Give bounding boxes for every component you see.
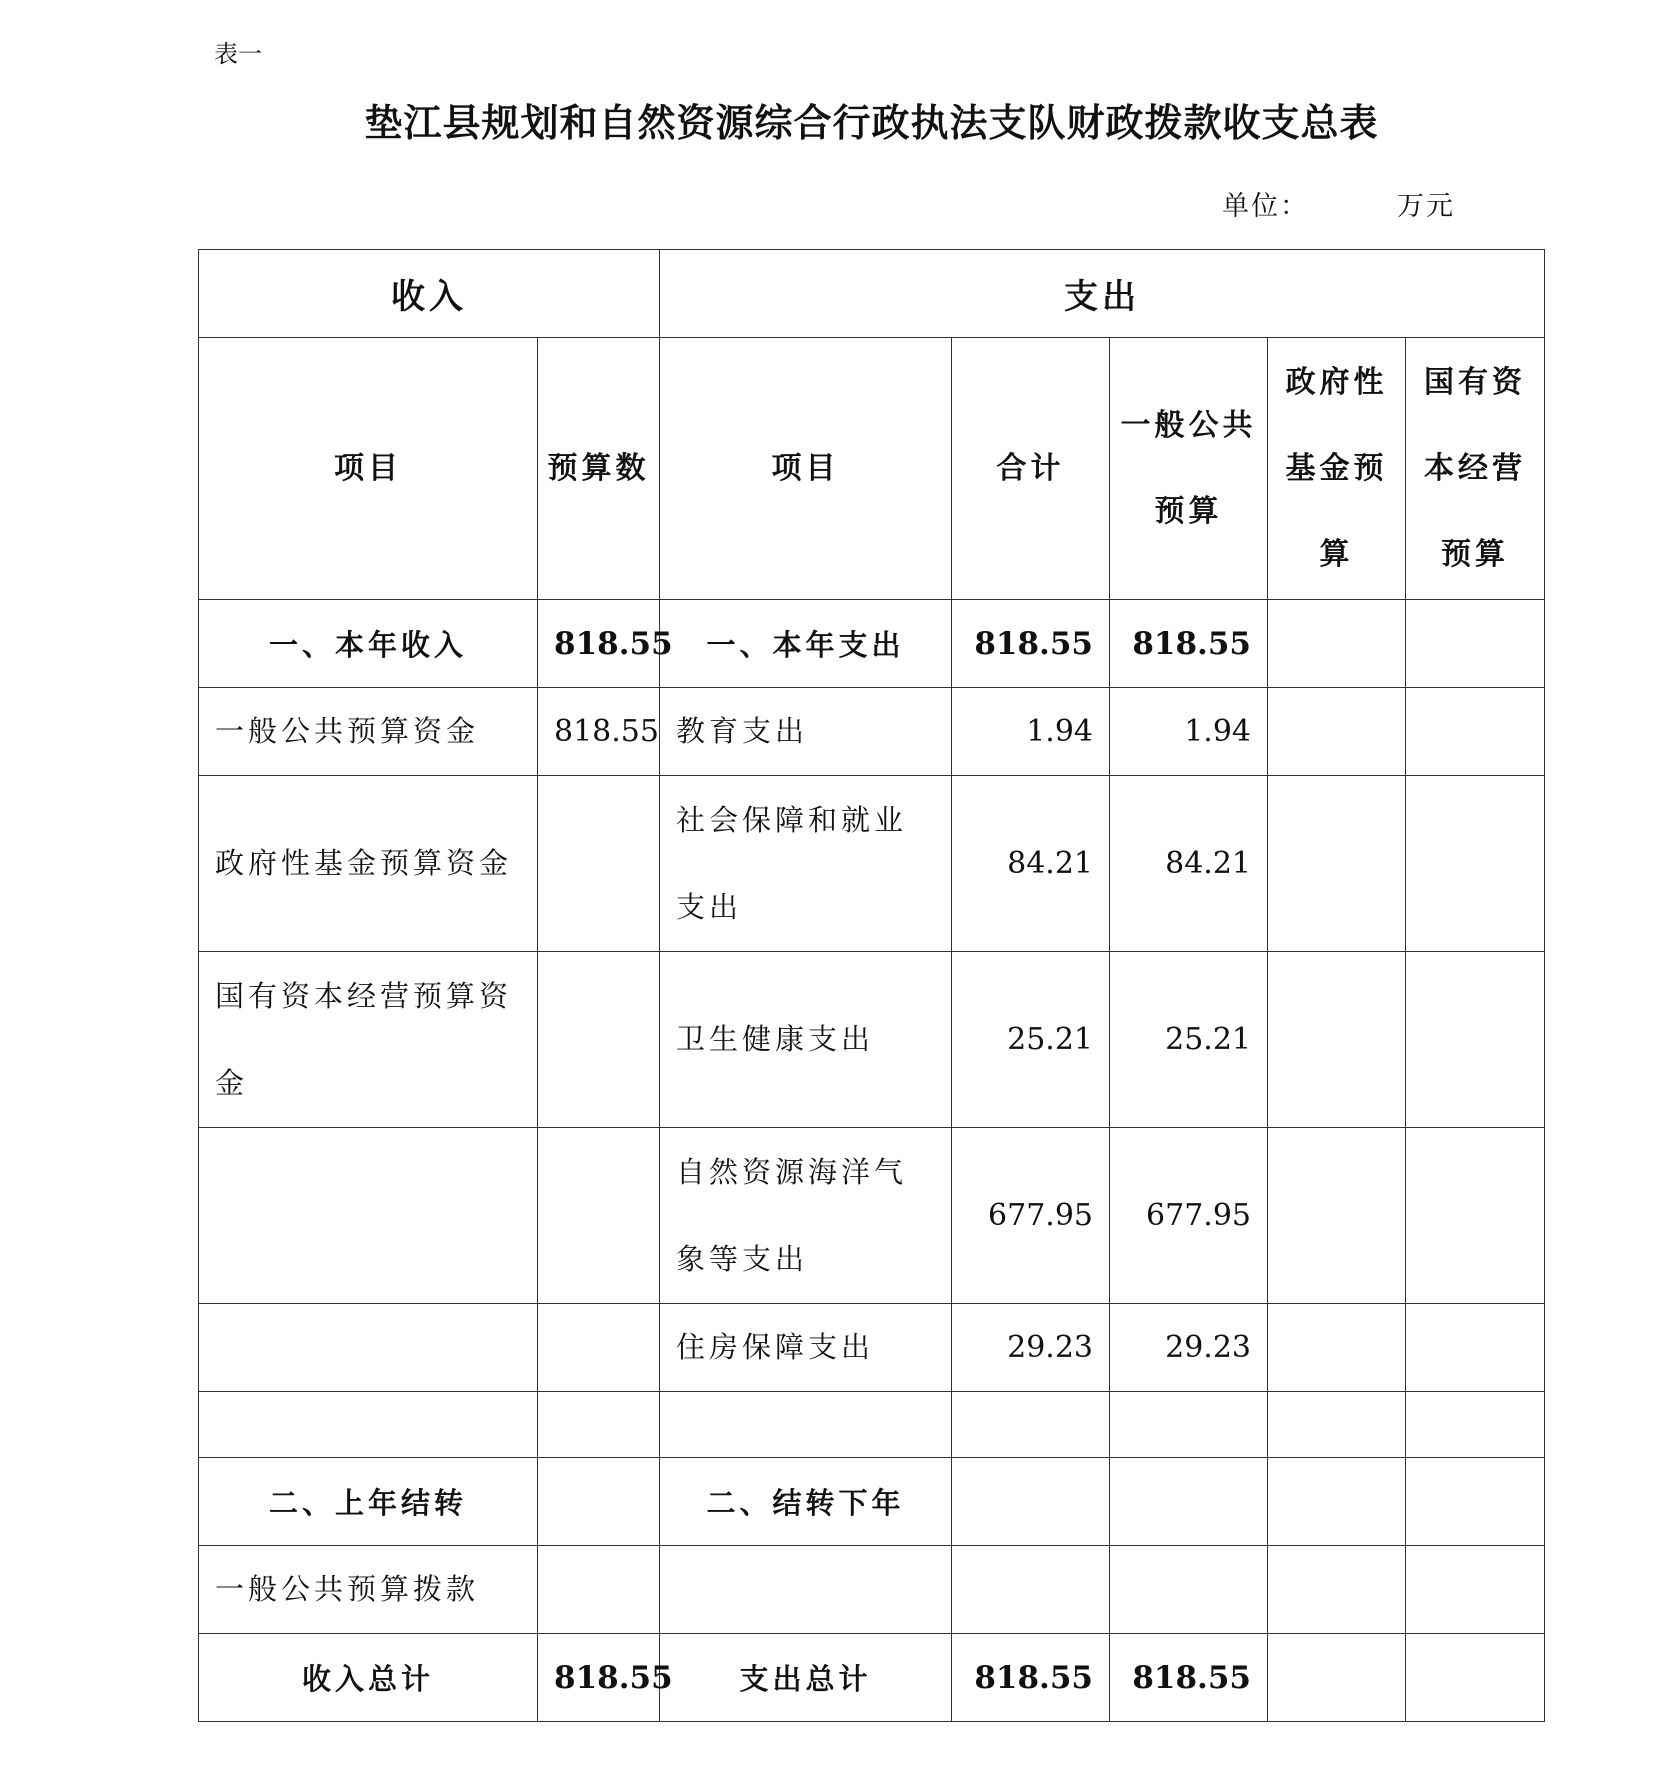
total-cell: 818.55: [952, 1634, 1110, 1722]
expense-item-cell: 卫生健康支出: [660, 952, 952, 1128]
state-capital-cell: [1406, 1634, 1545, 1722]
state-capital-header: 国有资本经营预算: [1406, 338, 1545, 600]
expense-item-header: 项目: [660, 338, 952, 600]
table-row: [199, 1634, 1545, 1722]
income-item-cell: 一般公共预算资金: [199, 688, 538, 776]
expense-item-cell: 支出总计: [660, 1634, 952, 1722]
general-public-cell: 25.21: [1110, 952, 1268, 1128]
unit-line: [1222, 184, 1455, 223]
income-value-cell: [538, 1128, 660, 1304]
gov-fund-header: 政府性基金预算: [1268, 338, 1406, 600]
income-value-cell: [538, 952, 660, 1128]
state-capital-cell: [1406, 952, 1545, 1128]
gov-fund-cell: [1268, 1634, 1406, 1722]
total-cell: [952, 1458, 1110, 1546]
gov-fund-cell: [1268, 600, 1406, 688]
general-public-cell: 818.55: [1110, 600, 1268, 688]
income-value-cell: [538, 1304, 660, 1392]
gov-fund-cell: [1268, 1128, 1406, 1304]
general-public-cell: [1110, 1392, 1268, 1458]
income-item-cell: 一般公共预算拨款: [199, 1546, 538, 1634]
general-public-cell: 84.21: [1110, 776, 1268, 952]
total-cell: 25.21: [952, 952, 1110, 1128]
unit-label: 单位：: [1222, 191, 1309, 222]
income-value-cell: [538, 1458, 660, 1546]
state-capital-cell: [1406, 1392, 1545, 1458]
total-cell: [952, 1546, 1110, 1634]
general-public-cell: 1.94: [1110, 688, 1268, 776]
header-row-group: [199, 250, 1545, 338]
table-row: [199, 952, 1545, 1128]
document-title: 垫江县规划和自然资源综合行政执法支队财政拨款收支总表: [364, 100, 1379, 145]
general-public-cell: [1110, 1546, 1268, 1634]
table-row: [199, 1304, 1545, 1392]
expense-item-cell: [660, 1546, 952, 1634]
income-value-cell: 818.55: [538, 1634, 660, 1722]
table-row: [199, 600, 1545, 688]
state-capital-cell: [1406, 1546, 1545, 1634]
table-label: 表一: [214, 40, 262, 68]
income-value-cell: [538, 1546, 660, 1634]
expense-item-cell: 自然资源海洋气象等支出: [660, 1128, 952, 1304]
table-row: [199, 1392, 1545, 1458]
gov-fund-cell: [1268, 1392, 1406, 1458]
gov-fund-cell: [1268, 952, 1406, 1128]
income-item-cell: [199, 1392, 538, 1458]
total-cell: 1.94: [952, 688, 1110, 776]
state-capital-cell: [1406, 688, 1545, 776]
state-capital-cell: [1406, 776, 1545, 952]
income-item-cell: [199, 1304, 538, 1392]
income-item-header: 项目: [199, 338, 538, 600]
table-row: [199, 776, 1545, 952]
income-value-cell: 818.55: [538, 600, 660, 688]
total-cell: [952, 1392, 1110, 1458]
unit-value: 万元: [1397, 191, 1455, 222]
gov-fund-cell: [1268, 1304, 1406, 1392]
income-value-cell: [538, 1392, 660, 1458]
income-item-cell: [199, 1128, 538, 1304]
total-cell: 818.55: [952, 600, 1110, 688]
gov-fund-cell: [1268, 1458, 1406, 1546]
gov-fund-cell: [1268, 1546, 1406, 1634]
expense-header: 支出: [660, 250, 1545, 338]
expense-item-cell: 二、结转下年: [660, 1458, 952, 1546]
income-value-cell: 818.55: [538, 688, 660, 776]
state-capital-cell: [1406, 1128, 1545, 1304]
income-item-cell: 收入总计: [199, 1634, 538, 1722]
table-row: [199, 1458, 1545, 1546]
expense-item-cell: 社会保障和就业支出: [660, 776, 952, 952]
income-value-cell: [538, 776, 660, 952]
income-item-cell: 一、本年收入: [199, 600, 538, 688]
general-public-header: 一般公共预算: [1110, 338, 1268, 600]
income-budget-header: 预算数: [538, 338, 660, 600]
state-capital-cell: [1406, 1458, 1545, 1546]
income-item-cell: 政府性基金预算资金: [199, 776, 538, 952]
state-capital-cell: [1406, 600, 1545, 688]
gov-fund-cell: [1268, 688, 1406, 776]
income-header: 收入: [199, 250, 660, 338]
table-row: [199, 1128, 1545, 1304]
general-public-cell: 29.23: [1110, 1304, 1268, 1392]
general-public-cell: 677.95: [1110, 1128, 1268, 1304]
gov-fund-cell: [1268, 776, 1406, 952]
expense-item-cell: [660, 1392, 952, 1458]
total-header: 合计: [952, 338, 1110, 600]
expense-item-cell: 住房保障支出: [660, 1304, 952, 1392]
total-cell: 677.95: [952, 1128, 1110, 1304]
expense-item-cell: 一、本年支出: [660, 600, 952, 688]
expense-item-cell: 教育支出: [660, 688, 952, 776]
table-row: [199, 1546, 1545, 1634]
general-public-cell: [1110, 1458, 1268, 1546]
table-body: [199, 600, 1545, 1722]
header-row-columns: [199, 338, 1545, 600]
income-item-cell: 国有资本经营预算资金: [199, 952, 538, 1128]
income-item-cell: 二、上年结转: [199, 1458, 538, 1546]
total-cell: 29.23: [952, 1304, 1110, 1392]
general-public-cell: 818.55: [1110, 1634, 1268, 1722]
table-row: [199, 688, 1545, 776]
total-cell: 84.21: [952, 776, 1110, 952]
state-capital-cell: [1406, 1304, 1545, 1392]
budget-table: [198, 249, 1545, 1722]
